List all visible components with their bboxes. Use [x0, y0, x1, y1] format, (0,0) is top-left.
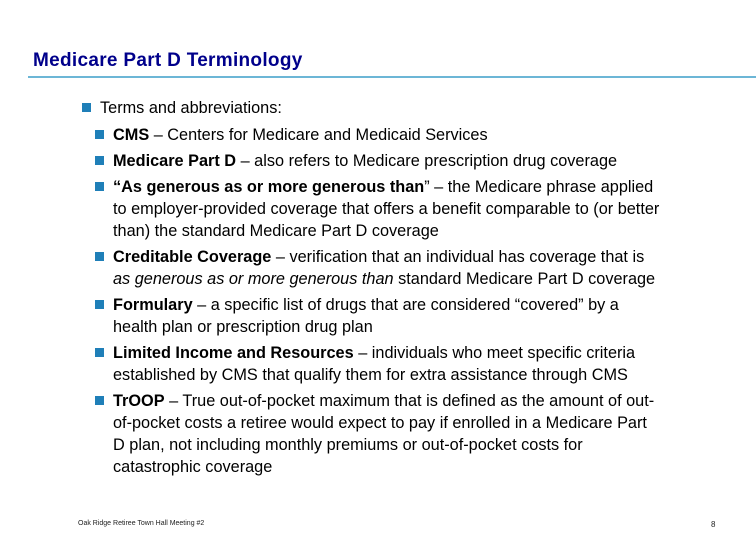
square-bullet-icon: [95, 300, 104, 309]
bullet-list: [80, 97, 730, 482]
term-limited-income: Limited Income and Resources: [113, 344, 354, 362]
slide-footer: Oak Ridge Retiree Town Hall Meeting #2: [78, 520, 205, 527]
term-cms: CMS: [113, 126, 150, 144]
square-bullet-icon: [95, 130, 104, 139]
bullet-terms-heading: Terms and abbreviations:: [80, 97, 730, 119]
square-bullet-icon: [95, 182, 104, 191]
square-bullet-icon: [95, 252, 104, 261]
bullet-limited-income: Limited Income and Resources – individuals who meet specific criteria established by CMS that qualify them for extra assistance through CMS: [80, 342, 730, 386]
bullet-cms: CMS – Centers for Medicare and Medicaid Services: [80, 124, 730, 146]
bullet-as-generous: “As generous as or more generous than” – the Medicare phrase applied to employer-provided coverage that offers a benefit comparable to (or better than) the standard Medicare Part D coverage: [80, 176, 730, 242]
term-troop: TrOOP: [113, 392, 165, 410]
term-formulary: Formulary: [113, 296, 193, 314]
square-bullet-icon: [95, 156, 104, 165]
square-bullet-icon: [95, 348, 104, 357]
bullet-medicare-part-d: Medicare Part D – also refers to Medicare prescription drug coverage: [80, 150, 730, 172]
square-bullet-icon: [95, 396, 104, 405]
term-as-generous: “As generous as or more generous than: [113, 178, 425, 196]
term-medicare-part-d: Medicare Part D: [113, 152, 237, 170]
bullet-troop: TrOOP – True out-of-pocket maximum that is defined as the amount of out- of-pocket costs a retiree would expect to pay if enrolled in a Medicare Part D plan, not including monthly premiums or out-of-pocket costs for catastrophic coverage: [80, 390, 730, 478]
page-number: 8: [711, 520, 716, 529]
slide-title: Medicare Part D Terminology: [33, 50, 303, 71]
term-creditable-coverage: Creditable Coverage: [113, 248, 272, 266]
bullet-creditable-coverage: Creditable Coverage – verification that an individual has coverage that is as generous as or more generous than standard Medicare Part D coverage: [80, 246, 730, 290]
bullet-formulary: Formulary – a specific list of drugs that are considered “covered” by a health plan or prescription drug plan: [80, 294, 730, 338]
title-underline: [28, 76, 756, 78]
square-bullet-icon: [82, 103, 91, 112]
